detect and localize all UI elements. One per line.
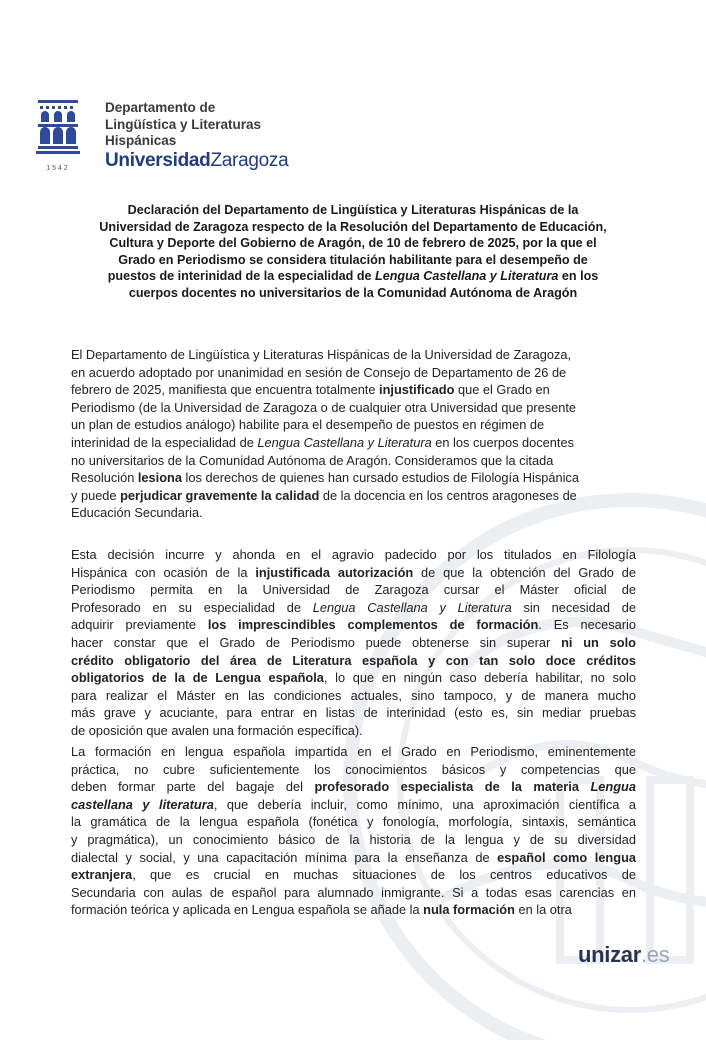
text-line	[71, 884, 636, 902]
title-line: cuerpos docentes no universitarios de la Comunidad Autónoma de Aragón	[128, 285, 578, 300]
text-line	[71, 364, 636, 382]
text-segment: sin necesidad de	[511, 599, 636, 615]
text-segment: adquirir previamente	[71, 617, 208, 633]
text-segment: y pragmática), un conocimiento básico de la historia de la lengua y de su diversidad	[71, 831, 636, 847]
text-segment: Profesorado en su especialidad de	[71, 599, 313, 615]
text-line	[71, 469, 636, 487]
text-line	[71, 687, 636, 705]
text-segment: La formación en lengua española impartida en el Grado en Periodismo, eminentemente	[71, 744, 636, 759]
title-line	[70, 268, 636, 285]
text-line	[71, 669, 636, 687]
university-logo-icon	[36, 98, 80, 174]
text-line	[71, 831, 636, 849]
text-segment: formación teórica y aplicada en Lengua española se añade la	[71, 902, 424, 918]
university-bold: Universidad	[105, 150, 211, 171]
text-line	[71, 634, 636, 652]
emphasis-text: crédito obligatorio del área de Literatura española y con tan solo doce créditos	[71, 652, 636, 668]
text-line	[71, 399, 636, 417]
text-segment: puestos de interinidad de la especialidad de	[107, 269, 376, 284]
text-segment: Secundaria con aulas de español para alumnado inmigrante. Si a todas esas carencias en	[71, 884, 636, 900]
title-line: Universidad de Zaragoza respecto de la Resolución del Departamento de Educación,	[99, 219, 607, 234]
text-segment: Educación Secundaria.	[71, 505, 203, 521]
body-paragraph	[71, 743, 636, 919]
emphasis-text: perjudicar gravemente la calidad	[120, 487, 320, 503]
text-segment: Esta decisión incurre y ahonda en el agravio padecido por los titulados en Filología	[71, 547, 636, 562]
text-segment: en la otra	[514, 902, 572, 918]
university-wordmark	[105, 150, 288, 172]
footer-brand-tld: .es	[641, 942, 670, 967]
text-line	[71, 704, 636, 722]
emphasis-text: obligatorios de la de Lengua española	[71, 670, 324, 686]
text-line	[71, 901, 636, 919]
text-line	[71, 581, 636, 599]
emphasis-text: profesorado especialista de la materia	[314, 779, 591, 795]
text-line	[71, 866, 636, 884]
emphasis-text: lesiona	[137, 470, 182, 486]
text-segment: y puede	[71, 487, 121, 503]
logo-year: 1542	[46, 165, 70, 172]
footer-brand-name: unizar	[578, 942, 641, 967]
text-segment: hacer constar que el Grado de Periodismo puede obtenerse sin superar	[71, 634, 562, 650]
text-segment: los derechos de quienes han cursado estudios de Filología Hispánica	[181, 470, 579, 486]
emphasis-text: injustificada autorización	[255, 564, 414, 580]
department-line: Hispánicas	[105, 133, 177, 148]
text-segment: Periodismo (de la Universidad de Zaragoza o de cualquier otra Universidad que presente	[71, 399, 577, 415]
text-segment: deben formar parte del bagaje del	[71, 779, 315, 795]
title-line: Grado en Periodismo se considera titulación habilitante para el desempeño de	[118, 252, 588, 267]
text-line	[71, 796, 636, 814]
text-line	[71, 778, 636, 796]
emphasis-text: extranjera	[71, 867, 133, 883]
text-segment: práctica, no cubre suficientemente los conocimientos básicos y competencias que	[71, 761, 636, 777]
department-line: Departamento de	[105, 100, 216, 115]
title-line: Cultura y Deporte del Gobierno de Aragón, de 10 de febrero de 2025, por la que el	[109, 236, 597, 251]
text-line	[71, 434, 636, 452]
text-segment: más grave y acuciante, para entrar en listas de interinidad (esto es, sin mediar pruebas	[71, 705, 636, 721]
document-title	[70, 202, 636, 302]
department-line: Lingüística y Literaturas	[105, 116, 262, 132]
text-segment: no universitarios de la Comunidad Autónoma de Aragón. Consideramos que la citada	[71, 452, 554, 468]
text-segment: dialectal y social, y una capacitación mínima para la enseñanza de	[71, 849, 498, 865]
text-line	[71, 599, 636, 617]
text-segment: para realizar el Máster en las condiciones actuales, sino tampoco, y de manera mucho	[71, 687, 636, 703]
text-segment: un plan de estudios análogo) habilite para el desempeño de puestos en régimen de	[71, 417, 545, 433]
footer-brand	[578, 942, 669, 968]
text-segment: de la docencia en los centros aragoneses de	[319, 487, 577, 503]
text-line	[71, 416, 636, 434]
text-segment: Resolución	[71, 470, 138, 486]
emphasis-text: ni un solo	[561, 634, 636, 650]
university-light: Zaragoza	[210, 150, 289, 171]
text-segment: en los cuerpos docentes	[431, 434, 574, 450]
title-line: Declaración del Departamento de Lingüística y Literaturas Hispánicas de la	[127, 203, 579, 217]
text-segment: . Es necesario	[538, 617, 636, 633]
text-segment: de que la obtención del Grado de	[413, 564, 636, 580]
text-segment: en acuerdo adoptado por unanimidad en sesión de Consejo de Departamento de 26 de	[71, 364, 567, 380]
emphasis-text: Lengua Castellana y Literatura	[257, 434, 432, 450]
body-paragraph	[71, 346, 636, 522]
emphasis-text: Lengua Castellana y Literatura	[375, 269, 559, 284]
emphasis-text: castellana y literatura	[71, 796, 214, 812]
text-segment: que el Grado en	[454, 382, 550, 398]
emphasis-text: Lengua	[590, 779, 636, 795]
department-name	[105, 100, 261, 150]
text-segment: febrero de 2025, manifiesta que encuentra totalmente	[71, 382, 380, 398]
text-segment: Hispánica con ocasión de la	[71, 564, 256, 580]
text-line	[71, 564, 636, 582]
text-line	[71, 504, 636, 522]
text-segment: la gramática de la lengua española (fonética y fonología, morfología, sintaxis, semántica	[71, 814, 636, 830]
text-line	[71, 487, 636, 505]
emphasis-text: español como lengua	[497, 849, 637, 865]
emphasis-text: nula formación	[423, 902, 515, 918]
emphasis-text: los imprescindibles complementos de formación	[207, 617, 539, 633]
emphasis-text: injustificado	[379, 382, 455, 398]
text-line	[71, 761, 636, 779]
text-segment: , lo que en ningún caso debería habilitar, no solo	[323, 670, 636, 686]
text-segment: interinidad de la especialidad de	[71, 434, 258, 450]
text-line	[71, 743, 636, 761]
text-line	[71, 849, 636, 867]
text-line	[71, 346, 636, 364]
text-segment: El Departamento de Lingüística y Literaturas Hispánicas de la Universidad de Zaragoza,	[71, 347, 572, 362]
text-segment: en los	[558, 269, 599, 284]
body-paragraph	[71, 546, 636, 740]
text-segment: de oposición que avalen una formación específica).	[71, 722, 363, 738]
text-line	[71, 652, 636, 670]
text-line	[71, 722, 636, 740]
text-line	[71, 381, 636, 399]
text-line	[71, 452, 636, 470]
text-segment: Periodismo permita en la Universidad de Zaragoza cursar el Máster oficial de	[71, 582, 636, 598]
emphasis-text: Lengua Castellana y Literatura	[312, 599, 512, 615]
text-line	[71, 813, 636, 831]
text-segment: , que es crucial en muchas situaciones de los centros educativos de	[132, 867, 636, 883]
text-segment: , que debería incluir, como mínimo, una aproximación científica a	[213, 796, 636, 812]
text-line	[71, 616, 636, 634]
text-line	[71, 546, 636, 564]
